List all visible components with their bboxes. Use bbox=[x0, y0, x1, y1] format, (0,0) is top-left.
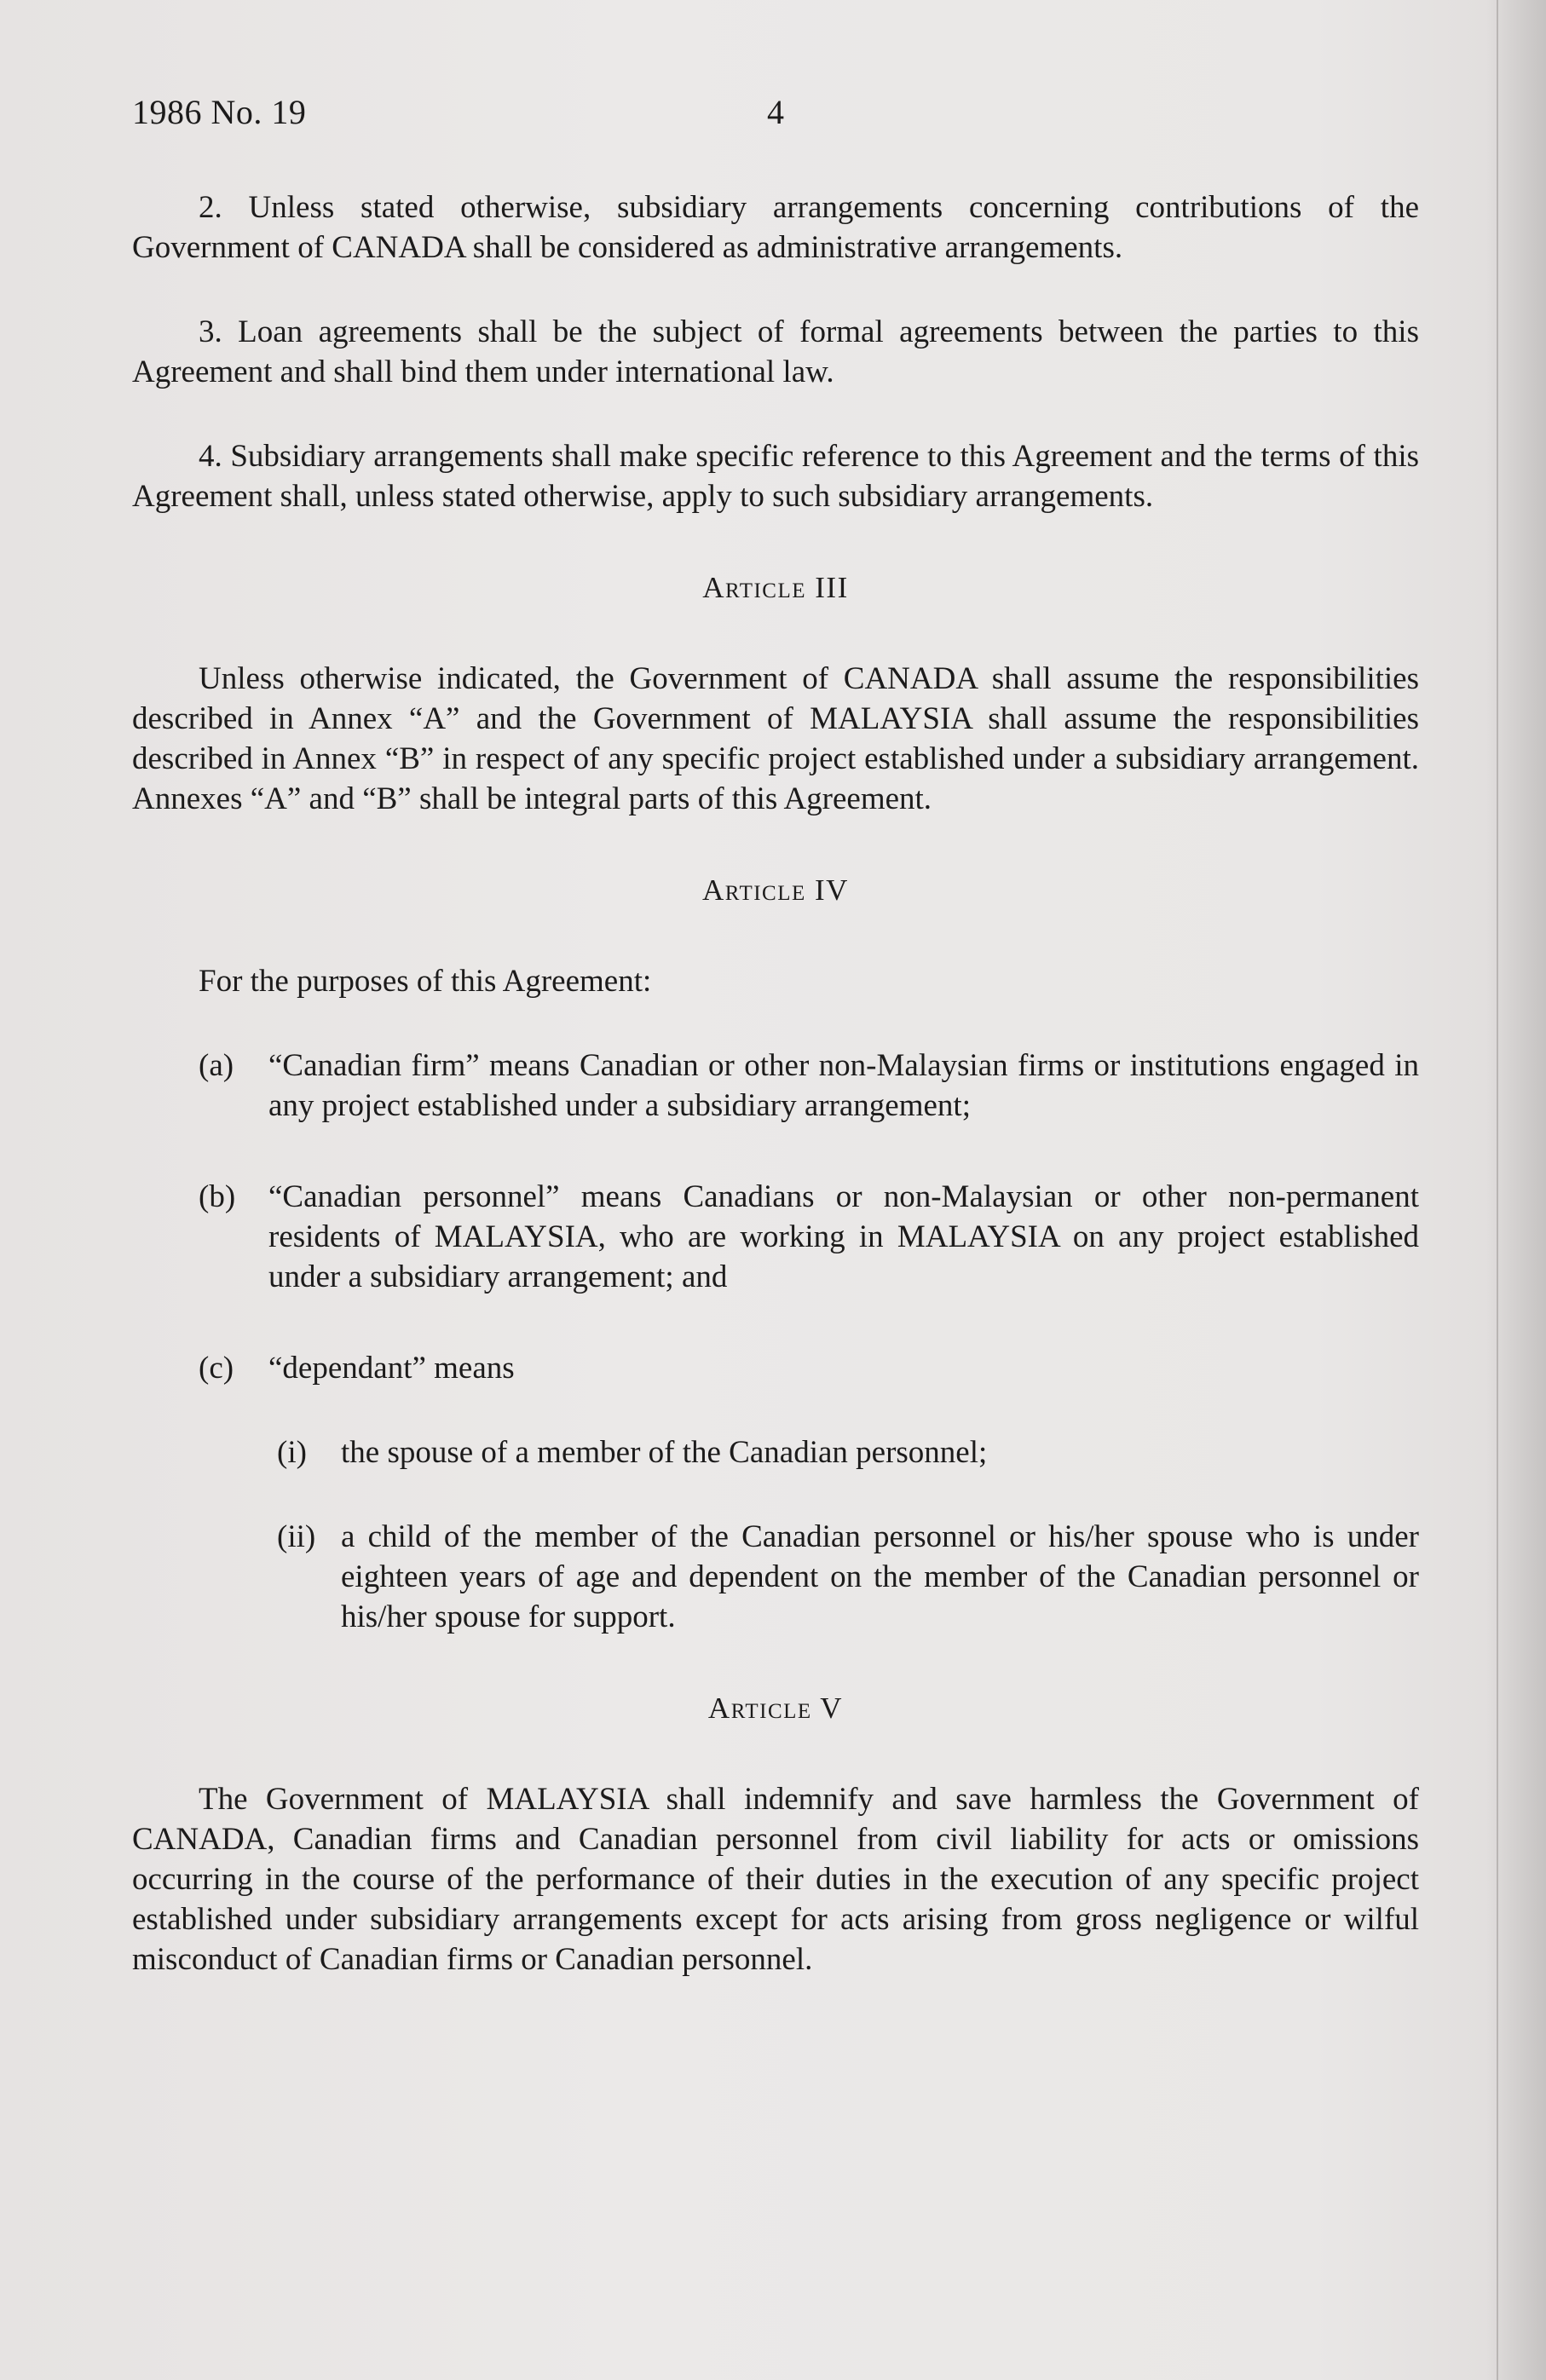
item-b-text: “Canadian personnel” means Canadians or non-Malaysian or other non-permanent residents of MALAYSIA, who are working in MALAYSIA on any project established under a subsidiary arrangement; and bbox=[268, 1179, 1419, 1294]
definition-item-b bbox=[132, 1177, 1419, 1297]
item-c-ii-label: (ii) bbox=[277, 1519, 316, 1554]
article-3-text: Unless otherwise indicated, the Government of CANADA shall assume the responsibilities described in Annex “A” and the Government of MALAYSIA shall assume the responsibilities described in Annex “B” in respect of any specific project established under a subsidiary arrangement. Annexes “A” and “B” shall be integral parts of this Agreement. bbox=[132, 661, 1419, 816]
item-c-i-text: the spouse of a member of the Canadian personnel; bbox=[341, 1435, 988, 1470]
definition-item-a bbox=[132, 1046, 1419, 1126]
page-header bbox=[132, 92, 785, 132]
definition-item-c bbox=[132, 1348, 1419, 1388]
definition-item-c-i bbox=[132, 1432, 1419, 1472]
article-4-heading: Article IV bbox=[702, 873, 849, 907]
paragraph-2: 2. Unless stated otherwise, subsidiary arrangements concerning contributions of the Government of CANADA shall be considered as administrative arrangements. bbox=[132, 190, 1419, 265]
definition-item-c-ii bbox=[132, 1517, 1419, 1637]
header-year-number: 1986 No. 19 bbox=[132, 93, 307, 131]
page-spine-shadow bbox=[1486, 0, 1546, 2380]
paragraph-4: 4. Subsidiary arrangements shall make specific reference to this Agreement and the terms of this Agreement shall, unless stated otherwise, apply to such subsidiary arrangements. bbox=[132, 439, 1419, 514]
paragraph-3: 3. Loan agreements shall be the subject of formal agreements between the parties to this Agreement and shall bind them under international law. bbox=[132, 314, 1419, 389]
page-body bbox=[132, 187, 1419, 1979]
article-5-text: The Government of MALAYSIA shall indemnify and save harmless the Government of CANADA, Canadian firms and Canadian personnel from civil liability for acts or omissions occurring in the course of the performance of their duties in the execution of any specific project established under subsidiary arrangements except for acts arising from gross negligence or wilful misconduct of Canadian firms or Canadian personnel. bbox=[132, 1782, 1419, 1977]
item-a-text: “Canadian firm” means Canadian or other non-Malaysian firms or institutions engaged in any project established under a subsidiary arrangement; bbox=[268, 1048, 1419, 1123]
header-page-number: 4 bbox=[767, 93, 785, 131]
item-b-label: (b) bbox=[199, 1179, 236, 1214]
item-c-label: (c) bbox=[199, 1351, 234, 1386]
page-spine-line bbox=[1497, 0, 1498, 2380]
article-3-heading: Article III bbox=[702, 571, 849, 604]
item-c-ii-text: a child of the member of the Canadian personnel or his/her spouse who is under eighteen years of age and dependent on the member of the Canadian personnel or his/her spouse for support. bbox=[341, 1519, 1419, 1634]
item-a-label: (a) bbox=[199, 1048, 234, 1083]
item-c-i-label: (i) bbox=[277, 1435, 307, 1470]
article-5-heading: Article V bbox=[707, 1691, 844, 1725]
item-c-text: “dependant” means bbox=[268, 1351, 515, 1386]
article-4-intro: For the purposes of this Agreement: bbox=[199, 964, 652, 999]
